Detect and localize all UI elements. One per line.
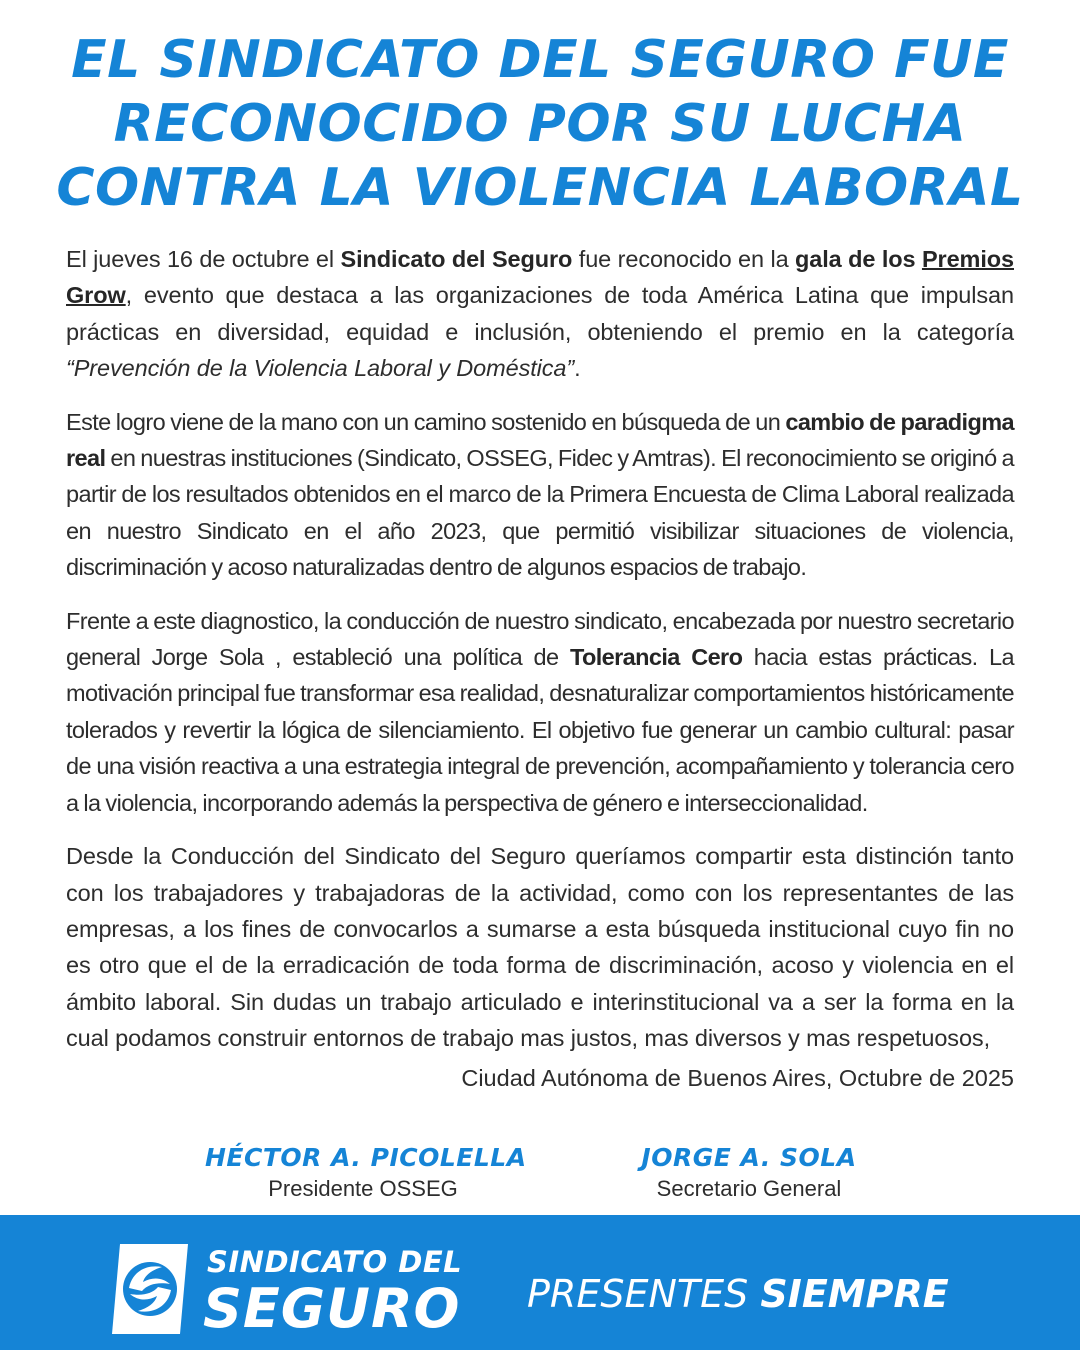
title-line-2: RECONOCIDO POR SU LUCHA bbox=[113, 94, 967, 154]
signatory-name: JORGE A. SOLA bbox=[641, 1143, 857, 1172]
bold-paradigm: cambio de paradigma real bbox=[66, 408, 1015, 472]
signatory-name: HÉCTOR A. PICOLELLA bbox=[205, 1143, 527, 1172]
brand-name-line-1: SINDICATO DEL bbox=[207, 1245, 463, 1279]
signature-sola bbox=[638, 1141, 860, 1203]
bold-tolerancia-cero: Tolerancia Cero bbox=[569, 644, 743, 671]
title-line-3: CONTRA LA VIOLENCIA LABORAL bbox=[56, 158, 1024, 218]
signatory-role: Presidente OSSEG bbox=[268, 1176, 458, 1201]
place-date: Ciudad Autónoma de Buenos Aires, Octubre de 2025 bbox=[461, 1065, 1014, 1091]
article-body bbox=[66, 241, 1014, 1074]
bold-organization: Sindicato del Seguro bbox=[340, 246, 573, 272]
footer-banner bbox=[0, 1215, 1080, 1350]
sindicato-del-seguro-logo-icon bbox=[112, 1244, 188, 1334]
signatory-role: Secretario General bbox=[656, 1176, 842, 1201]
premios-grow-label: Premios Grow bbox=[66, 246, 1014, 309]
paragraph-2: Este logro viene de la mano con un camino sostenido en búsqueda de un cambio de paradigma real en nuestras instituciones (Sindicato, OSSEG, Fidec y Amtras). El reconocimiento se originó a partir de los resultados obtenidos en el marco de la Primera Encuesta de Clima Laboral realizada en nuestro Sindicato en el año 2023, que permitió visibilizar situaciones de violencia, discriminación y acoso naturalizadas dentro de algunos espacios de trabajo. bbox=[66, 408, 1015, 581]
paragraph-4: Desde la Conducción del Sindicato del Seguro queríamos compartir esta distinción tanto con los trabajadores y trabajadoras de la actividad, como con los representantes de las empresas, a los fines de convocarlos a sumarse a esta búsqueda institucional cuyo fin no es otro que el de la erradicación de toda forma de discriminación, acoso y violencia en el ámbito laboral. Sin dudas un trabajo articulado e interinstitucional va a ser la forma en la cual podamos construir entornos de trabajo mas justos, mas diversos y mas respetuosos, bbox=[66, 843, 1014, 1052]
title-line-1: EL SINDICATO DEL SEGURO FUE bbox=[71, 30, 1009, 90]
bold-gala: gala de los bbox=[795, 246, 922, 272]
signature-picolella bbox=[205, 1141, 527, 1203]
slogan: PRESENTES SIEMPRE bbox=[527, 1272, 949, 1316]
page-title bbox=[40, 28, 1040, 220]
paragraph-1: El jueves 16 de octubre el Sindicato del Seguro fue reconocido en la gala de los Premios Grow, evento que destaca a las organizaciones de toda América Latina que impulsan prácticas en diversidad, equidad e inclusión, obteniendo el premio en la categoría “Prevención de la Violencia Laboral y Doméstica”. bbox=[66, 246, 1014, 382]
brand-name-line-2: SEGURO bbox=[203, 1277, 461, 1340]
award-category: “Prevención de la Violencia Laboral y Doméstica” bbox=[66, 355, 575, 382]
paragraph-3: Frente a este diagnostico, la conducción de nuestro sindicato, encabezada por nuestro secretario general Jorge Sola , estableció una política de Tolerancia Cero hacia estas prácticas. La motivación principal fue transformar esa realidad, desnaturalizar comportamientos históricamente tolerados y revertir la lógica de silenciamiento. El objetivo fue generar un cambio cultural: pasar de una visión reactiva a una estrategia integral de prevención, acompañamiento y tolerancia cero a la violencia, incorporando además la perspectiva de género e interseccionalidad. bbox=[66, 607, 1014, 816]
